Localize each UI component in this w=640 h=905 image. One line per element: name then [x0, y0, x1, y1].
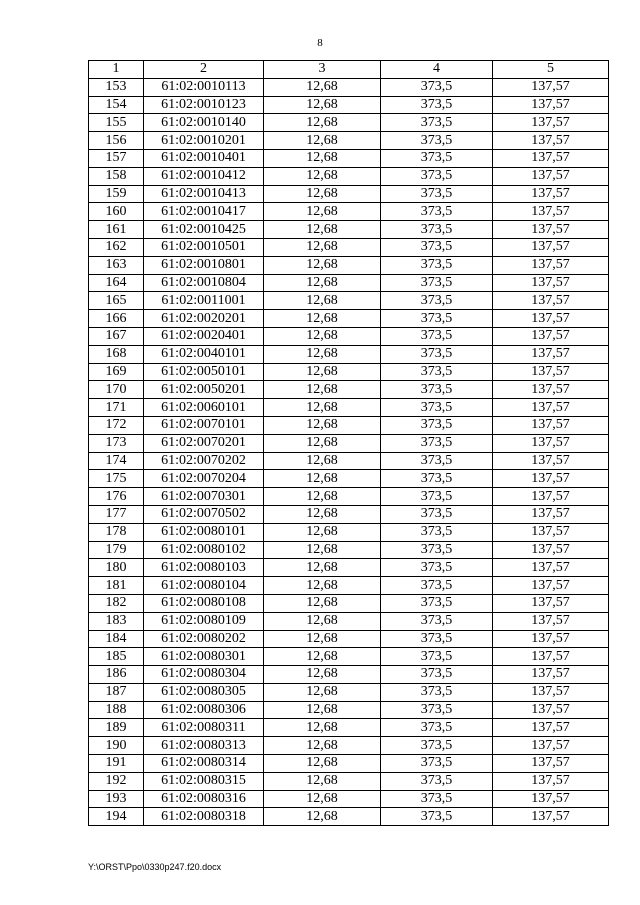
table-cell: 12,68 — [264, 96, 381, 114]
table-cell: 12,68 — [264, 149, 381, 167]
table-cell: 137,57 — [493, 149, 609, 167]
table-cell: 373,5 — [381, 149, 493, 167]
table-cell: 61:02:0080109 — [144, 612, 264, 630]
table-cell: 373,5 — [381, 719, 493, 737]
table-cell: 12,68 — [264, 470, 381, 488]
table-cell: 137,57 — [493, 523, 609, 541]
table-cell: 174 — [89, 452, 144, 470]
table-cell: 12,68 — [264, 238, 381, 256]
table-cell: 373,5 — [381, 345, 493, 363]
table-cell: 61:02:0080313 — [144, 737, 264, 755]
table-cell: 191 — [89, 755, 144, 773]
table-cell: 137,57 — [493, 114, 609, 132]
table-cell: 186 — [89, 666, 144, 684]
table-cell: 12,68 — [264, 256, 381, 274]
table-cell: 12,68 — [264, 114, 381, 132]
table-cell: 12,68 — [264, 541, 381, 559]
table-cell: 373,5 — [381, 114, 493, 132]
table-row — [89, 274, 609, 292]
column-header-4: 4 — [381, 61, 493, 79]
table-cell: 61:02:0080202 — [144, 630, 264, 648]
table-cell: 61:02:0050201 — [144, 381, 264, 399]
table-cell: 160 — [89, 203, 144, 221]
table-cell: 163 — [89, 256, 144, 274]
table-row — [89, 559, 609, 577]
table-cell: 12,68 — [264, 523, 381, 541]
table-cell: 12,68 — [264, 630, 381, 648]
table-cell: 373,5 — [381, 808, 493, 826]
table-cell: 373,5 — [381, 701, 493, 719]
table-cell: 61:02:0050101 — [144, 363, 264, 381]
table-cell: 373,5 — [381, 132, 493, 150]
table-cell: 61:02:0080104 — [144, 577, 264, 595]
table-cell: 162 — [89, 238, 144, 256]
table-row — [89, 808, 609, 826]
table-row — [89, 238, 609, 256]
table-cell: 373,5 — [381, 612, 493, 630]
table-cell: 12,68 — [264, 221, 381, 239]
table-cell: 12,68 — [264, 701, 381, 719]
table-cell: 137,57 — [493, 719, 609, 737]
table-cell: 12,68 — [264, 594, 381, 612]
table-cell: 373,5 — [381, 221, 493, 239]
table-cell: 137,57 — [493, 541, 609, 559]
table-cell: 183 — [89, 612, 144, 630]
table-cell: 137,57 — [493, 488, 609, 506]
table-cell: 61:02:0070301 — [144, 488, 264, 506]
table-cell: 12,68 — [264, 808, 381, 826]
table-row — [89, 363, 609, 381]
table-cell: 373,5 — [381, 488, 493, 506]
table-cell: 171 — [89, 399, 144, 417]
table-cell: 176 — [89, 488, 144, 506]
table-cell: 181 — [89, 577, 144, 595]
table-cell: 373,5 — [381, 505, 493, 523]
table-cell: 137,57 — [493, 683, 609, 701]
table-cell: 61:02:0060101 — [144, 399, 264, 417]
table-cell: 12,68 — [264, 310, 381, 328]
table-cell: 170 — [89, 381, 144, 399]
table-cell: 12,68 — [264, 790, 381, 808]
table-cell: 61:02:0010201 — [144, 132, 264, 150]
table-cell: 373,5 — [381, 310, 493, 328]
table-cell: 154 — [89, 96, 144, 114]
table-cell: 61:02:0040101 — [144, 345, 264, 363]
footer-file-path: Y:\ORST\Ppo\0330p247.f20.docx — [88, 862, 222, 872]
table-cell: 137,57 — [493, 327, 609, 345]
table-cell: 373,5 — [381, 363, 493, 381]
table-row — [89, 114, 609, 132]
table-row — [89, 185, 609, 203]
table-cell: 61:02:0080314 — [144, 755, 264, 773]
table-cell: 61:02:0070502 — [144, 505, 264, 523]
table-cell: 137,57 — [493, 96, 609, 114]
table-cell: 137,57 — [493, 612, 609, 630]
table-row — [89, 434, 609, 452]
table-cell: 61:02:0080108 — [144, 594, 264, 612]
table-cell: 12,68 — [264, 559, 381, 577]
table-cell: 373,5 — [381, 577, 493, 595]
table-row — [89, 149, 609, 167]
table-cell: 61:02:0080318 — [144, 808, 264, 826]
table-cell: 137,57 — [493, 399, 609, 417]
table-cell: 12,68 — [264, 399, 381, 417]
table-cell: 373,5 — [381, 737, 493, 755]
table-cell: 137,57 — [493, 452, 609, 470]
table-cell: 153 — [89, 78, 144, 96]
table-cell: 137,57 — [493, 256, 609, 274]
table-cell: 373,5 — [381, 683, 493, 701]
table-cell: 373,5 — [381, 399, 493, 417]
table-cell: 373,5 — [381, 630, 493, 648]
column-header-2: 2 — [144, 61, 264, 79]
table-cell: 189 — [89, 719, 144, 737]
table-row — [89, 256, 609, 274]
table-cell: 373,5 — [381, 594, 493, 612]
table-cell: 61:02:0080316 — [144, 790, 264, 808]
table-row — [89, 452, 609, 470]
table-cell: 61:02:0080103 — [144, 559, 264, 577]
table-cell: 137,57 — [493, 416, 609, 434]
table-cell: 137,57 — [493, 363, 609, 381]
table-cell: 12,68 — [264, 185, 381, 203]
table-cell: 61:02:0011001 — [144, 292, 264, 310]
table-cell: 137,57 — [493, 559, 609, 577]
table-cell: 137,57 — [493, 185, 609, 203]
table-cell: 373,5 — [381, 541, 493, 559]
table-cell: 12,68 — [264, 203, 381, 221]
table-cell: 373,5 — [381, 772, 493, 790]
table-cell: 137,57 — [493, 790, 609, 808]
table-row — [89, 327, 609, 345]
table-cell: 137,57 — [493, 772, 609, 790]
column-header-3: 3 — [264, 61, 381, 79]
page-number: 8 — [317, 37, 323, 49]
table-cell: 137,57 — [493, 701, 609, 719]
data-table — [88, 60, 609, 826]
table-cell: 137,57 — [493, 167, 609, 185]
table-cell: 61:02:0010412 — [144, 167, 264, 185]
table-cell: 61:02:0020401 — [144, 327, 264, 345]
table-row — [89, 78, 609, 96]
table-cell: 373,5 — [381, 274, 493, 292]
table-cell: 373,5 — [381, 666, 493, 684]
table-cell: 61:02:0080102 — [144, 541, 264, 559]
table-cell: 61:02:0010501 — [144, 238, 264, 256]
table-cell: 179 — [89, 541, 144, 559]
table-cell: 373,5 — [381, 648, 493, 666]
table-row — [89, 416, 609, 434]
table-cell: 137,57 — [493, 292, 609, 310]
table-cell: 137,57 — [493, 381, 609, 399]
table-cell: 12,68 — [264, 648, 381, 666]
table-cell: 373,5 — [381, 381, 493, 399]
table-cell: 137,57 — [493, 755, 609, 773]
table-cell: 173 — [89, 434, 144, 452]
table-cell: 12,68 — [264, 78, 381, 96]
table-cell: 12,68 — [264, 167, 381, 185]
table-cell: 373,5 — [381, 523, 493, 541]
table-cell: 61:02:0010113 — [144, 78, 264, 96]
table-row — [89, 470, 609, 488]
table-cell: 137,57 — [493, 505, 609, 523]
table-cell: 12,68 — [264, 327, 381, 345]
table-cell: 137,57 — [493, 274, 609, 292]
table-cell: 61:02:0070201 — [144, 434, 264, 452]
table-cell: 172 — [89, 416, 144, 434]
table-cell: 137,57 — [493, 594, 609, 612]
table-row — [89, 683, 609, 701]
table-cell: 61:02:0010804 — [144, 274, 264, 292]
table-cell: 373,5 — [381, 203, 493, 221]
table-cell: 184 — [89, 630, 144, 648]
table-cell: 182 — [89, 594, 144, 612]
table-cell: 12,68 — [264, 737, 381, 755]
table-cell: 167 — [89, 327, 144, 345]
table-cell: 61:02:0080305 — [144, 683, 264, 701]
table-cell: 137,57 — [493, 630, 609, 648]
table-cell: 12,68 — [264, 132, 381, 150]
table-cell: 61:02:0010801 — [144, 256, 264, 274]
table-cell: 137,57 — [493, 221, 609, 239]
table-cell: 12,68 — [264, 755, 381, 773]
table-cell: 373,5 — [381, 416, 493, 434]
table-cell: 12,68 — [264, 488, 381, 506]
table-cell: 61:02:0020201 — [144, 310, 264, 328]
table-cell: 193 — [89, 790, 144, 808]
table-cell: 188 — [89, 701, 144, 719]
table-cell: 185 — [89, 648, 144, 666]
table-row — [89, 132, 609, 150]
table-row — [89, 648, 609, 666]
table-row — [89, 96, 609, 114]
header-row — [89, 61, 609, 79]
table-cell: 165 — [89, 292, 144, 310]
table-cell: 373,5 — [381, 559, 493, 577]
table-row — [89, 505, 609, 523]
table-row — [89, 292, 609, 310]
table-row — [89, 399, 609, 417]
table-row — [89, 381, 609, 399]
table-cell: 137,57 — [493, 666, 609, 684]
table-cell: 12,68 — [264, 612, 381, 630]
table-cell: 137,57 — [493, 132, 609, 150]
table-cell: 12,68 — [264, 505, 381, 523]
table-cell: 137,57 — [493, 345, 609, 363]
table-cell: 61:02:0080306 — [144, 701, 264, 719]
table-row — [89, 701, 609, 719]
table-cell: 178 — [89, 523, 144, 541]
table-cell: 373,5 — [381, 238, 493, 256]
table-cell: 164 — [89, 274, 144, 292]
table-cell: 373,5 — [381, 452, 493, 470]
table-cell: 373,5 — [381, 167, 493, 185]
table-cell: 194 — [89, 808, 144, 826]
column-header-5: 5 — [493, 61, 609, 79]
table-cell: 157 — [89, 149, 144, 167]
table-cell: 166 — [89, 310, 144, 328]
table-cell: 61:02:0080315 — [144, 772, 264, 790]
table-row — [89, 541, 609, 559]
table-cell: 373,5 — [381, 790, 493, 808]
table-row — [89, 488, 609, 506]
table-cell: 373,5 — [381, 434, 493, 452]
table-cell: 61:02:0080301 — [144, 648, 264, 666]
table-cell: 12,68 — [264, 577, 381, 595]
table-cell: 12,68 — [264, 719, 381, 737]
table-cell: 137,57 — [493, 78, 609, 96]
table-cell: 61:02:0070101 — [144, 416, 264, 434]
table-cell: 12,68 — [264, 416, 381, 434]
table-cell: 61:02:0080311 — [144, 719, 264, 737]
table-cell: 12,68 — [264, 683, 381, 701]
table-row — [89, 345, 609, 363]
table-cell: 12,68 — [264, 772, 381, 790]
table-cell: 156 — [89, 132, 144, 150]
table-cell: 12,68 — [264, 434, 381, 452]
table-cell: 61:02:0010425 — [144, 221, 264, 239]
table-cell: 175 — [89, 470, 144, 488]
table-row — [89, 737, 609, 755]
table-cell: 61:02:0010413 — [144, 185, 264, 203]
table-cell: 12,68 — [264, 381, 381, 399]
table-cell: 137,57 — [493, 203, 609, 221]
table-cell: 137,57 — [493, 648, 609, 666]
table-cell: 12,68 — [264, 345, 381, 363]
table-body — [89, 78, 609, 825]
table-cell: 61:02:0080304 — [144, 666, 264, 684]
table-cell: 12,68 — [264, 363, 381, 381]
table-row — [89, 790, 609, 808]
table-cell: 373,5 — [381, 185, 493, 203]
table-cell: 373,5 — [381, 755, 493, 773]
table-row — [89, 523, 609, 541]
table-cell: 159 — [89, 185, 144, 203]
table-row — [89, 755, 609, 773]
table-cell: 373,5 — [381, 78, 493, 96]
table-cell: 61:02:0080101 — [144, 523, 264, 541]
table-row — [89, 594, 609, 612]
table-cell: 61:02:0010140 — [144, 114, 264, 132]
table-cell: 137,57 — [493, 470, 609, 488]
table-cell: 180 — [89, 559, 144, 577]
table-cell: 12,68 — [264, 292, 381, 310]
table-cell: 373,5 — [381, 256, 493, 274]
table-cell: 12,68 — [264, 452, 381, 470]
table-row — [89, 221, 609, 239]
table-row — [89, 630, 609, 648]
table-cell: 168 — [89, 345, 144, 363]
table-cell: 61:02:0010417 — [144, 203, 264, 221]
table-cell: 12,68 — [264, 274, 381, 292]
table-cell: 137,57 — [493, 310, 609, 328]
table-row — [89, 719, 609, 737]
table-row — [89, 310, 609, 328]
table-cell: 373,5 — [381, 96, 493, 114]
table-cell: 161 — [89, 221, 144, 239]
table-cell: 137,57 — [493, 737, 609, 755]
table-cell: 137,57 — [493, 434, 609, 452]
table-cell: 155 — [89, 114, 144, 132]
table-row — [89, 203, 609, 221]
table-row — [89, 666, 609, 684]
column-header-1: 1 — [89, 61, 144, 79]
table-cell: 137,57 — [493, 238, 609, 256]
table-cell: 61:02:0010401 — [144, 149, 264, 167]
table-cell: 137,57 — [493, 808, 609, 826]
table-row — [89, 772, 609, 790]
table-cell: 190 — [89, 737, 144, 755]
table-cell: 192 — [89, 772, 144, 790]
table-cell: 187 — [89, 683, 144, 701]
table-cell: 373,5 — [381, 292, 493, 310]
table-cell: 137,57 — [493, 577, 609, 595]
table-cell: 158 — [89, 167, 144, 185]
table-cell: 373,5 — [381, 470, 493, 488]
table-cell: 61:02:0070202 — [144, 452, 264, 470]
table-cell: 177 — [89, 505, 144, 523]
table-row — [89, 612, 609, 630]
table-row — [89, 577, 609, 595]
table-cell: 61:02:0070204 — [144, 470, 264, 488]
table-cell: 169 — [89, 363, 144, 381]
table-cell: 61:02:0010123 — [144, 96, 264, 114]
table-row — [89, 167, 609, 185]
table-cell: 12,68 — [264, 666, 381, 684]
table-cell: 373,5 — [381, 327, 493, 345]
